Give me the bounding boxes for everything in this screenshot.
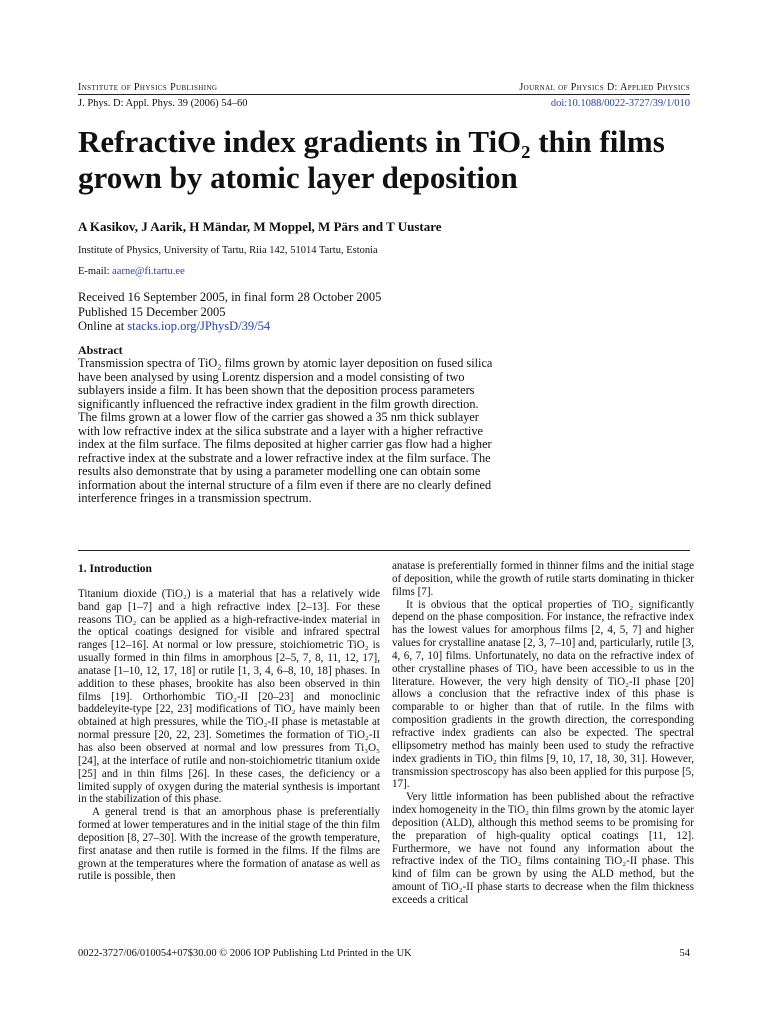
email-link[interactable]: aarne@fi.tartu.ee	[112, 266, 185, 277]
body-paragraph: Very little information has been published about the refractive index homogeneity in the TiO₂ thin films grown by the atomic layer deposition (ALD), although this method seems to be promising for the preparation of high-quality optical coatings [11, 12]. Furthermore, we have not found any information about the refractive index of the TiO₂ films containing TiO₂-II phase. This kind of film can be grown by using the ALD method, but the amount of TiO₂-II phase starts to decrease when the film thickness exceeds a critical	[392, 791, 694, 906]
left-column	[78, 563, 380, 883]
online-label: Online at	[78, 319, 128, 333]
online-line	[78, 319, 381, 334]
email-line	[78, 266, 185, 277]
publication-dates	[78, 290, 381, 334]
publisher-name: Institute of Physics Publishing	[78, 82, 218, 93]
body-paragraph: anatase is preferentially formed in thinner films and the initial stage of deposition, while the growth of rutile starts dominating in thicker films [7].	[392, 560, 694, 598]
page-number: 54	[679, 948, 690, 959]
journal-citation: J. Phys. D: Appl. Phys. 39 (2006) 54–60	[78, 98, 248, 109]
online-link[interactable]: stacks.iop.org/JPhysD/39/54	[127, 319, 271, 333]
email-label: E-mail:	[78, 266, 113, 277]
author-list: A Kasikov, J Aarik, H Mändar, M Moppel, M Pärs and T Uustare	[78, 219, 442, 234]
doi-link[interactable]: doi:10.1088/0022-3727/39/1/010	[550, 98, 690, 109]
affiliation: Institute of Physics, University of Tartu, Riia 142, 51014 Tartu, Estonia	[78, 245, 378, 256]
body-paragraph: Titanium dioxide (TiO₂) is a material that has a relatively wide band gap [1–7] and a high refractive index [2–13]. For these reasons TiO₂ can be applied as a high-refractive-index material in the optical coatings designed for visible and infrared spectral ranges [12–16]. At normal or low pressure, stoichiometric TiO₂ is usually formed in thin films in amorphous [2–5, 7, 8, 11, 12, 17], anatase [1–10, 12, 17, 18] or rutile [1, 3, 4, 6–8, 10, 18] phases. In addition to these phases, brookite has also been observed in thin films [19]. Orthorhombic TiO₂-II [20–23] and monoclinic baddeleyite-type [22, 23] modifications of TiO₂ have mainly been obtained at high pressures, while the TiO₂-II phase is metastable at normal pressure [20, 22, 23]. Sometimes the formation of TiO₂-II has also been observed at normal and low pressures from Ti₃O₅ [24], at the interface of rutile and non-stoichiometric titanium oxide [25] and in thin films [26]. In these cases, the deficiency or a limited supply of oxygen during the material synthesis is important in the stabilization of this phase.	[78, 587, 380, 806]
abstract-body: Transmission spectra of TiO₂ films grown by atomic layer deposition on fused silica have been analysed by using Lorentz dispersion and a model consisting of two sublayers inside a film. It has been shown that the deposition process parameters significantly influenced the refractive index gradient in the film growth direction. The films grown at a lower flow of the carrier gas showed a 35 nm thick sublayer with low refractive index at the silica substrate and a layer with a higher refractive index at the film surface. The films deposited at higher carrier gas flow had a higher refractive index at the substrate and a lower refractive index at the film surface. The results also demonstrate that by using a parameter modelling one can obtain some information about the internal structure of a film even if there are no clearly defined interference fringes in a transmission spectrum.	[78, 356, 493, 505]
section-heading: 1. Introduction	[78, 563, 152, 575]
footer-copyright: 0022-3727/06/010054+07$30.00 © 2006 IOP Publishing Ltd Printed in the UK	[78, 948, 412, 959]
abstract-heading: Abstract	[78, 343, 123, 357]
right-column	[392, 560, 694, 907]
body-paragraph: A general trend is that an amorphous phase is preferentially formed at lower temperatures and in the initial stage of the thin film deposition [8, 27–30]. With the increase of the growth temperature, first anatase and then rutile is formed in the films. If the films are grown at the temperatures where the formation of anatase as well as rutile is possible, then	[78, 806, 380, 883]
header-rule	[78, 94, 690, 95]
received-date: Received 16 September 2005, in final form 28 October 2005	[78, 290, 382, 304]
journal-name: Journal of Physics D: Applied Physics	[519, 82, 690, 93]
paper-title: Refractive index gradients in TiO₂ thin films grown by atomic layer deposition	[78, 124, 665, 195]
published-date: Published 15 December 2005	[78, 304, 226, 319]
body-paragraph: It is obvious that the optical properties of TiO₂ significantly depend on the phase composition. For instance, the refractive index has the lowest values for amorphous films [2, 4, 5, 7] and higher values for crystalline anatase [2, 3, 7–10] and, particularly, rutile [3, 4, 6, 7, 10] films. Unfortunately, no data on the refractive index of other crystalline phases of TiO₂ have been accessible to us in the literature. However, the very high density of TiO₂-II phase [20] allows a conclusion that the refractive index of this phase is comparable to or higher than that of rutile. In the films with composition gradients in the growth direction, the corresponding refractive index gradients can also be expected. The spectral ellipsometry method has mainly been used to study the refractive index gradients in TiO₂ thin films [9, 10, 17, 18, 30, 31]. However, transmission spectroscopy has also been applied for this purpose [5, 17].	[392, 598, 694, 791]
section-separator	[78, 550, 690, 551]
